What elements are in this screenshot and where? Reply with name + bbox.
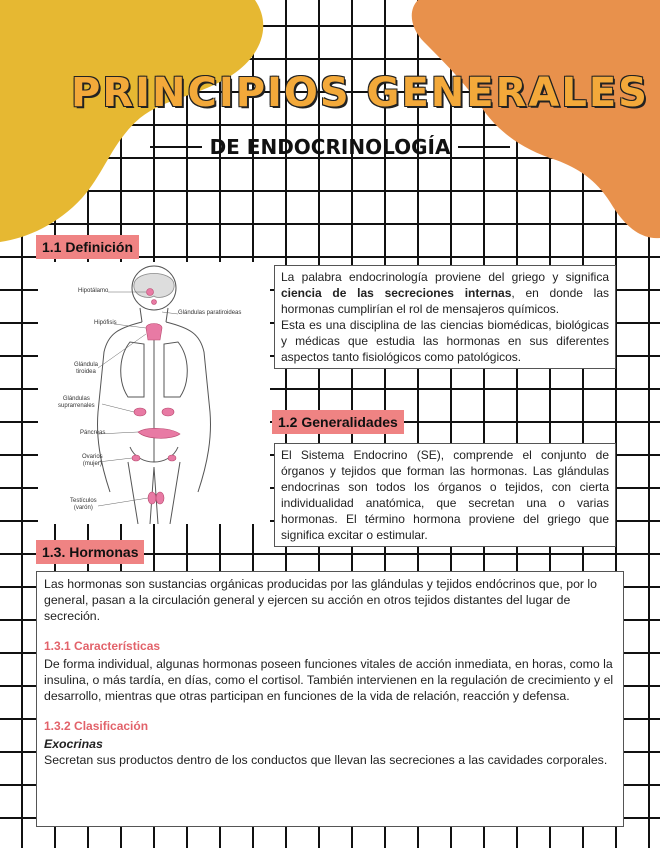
exocrinas-heading: Exocrinas — [44, 737, 103, 751]
clasificacion-heading: 1.3.2 Clasificación — [44, 719, 149, 733]
section-label-definicion: 1.1 Definición — [36, 235, 139, 259]
generalidades-paragraph: El Sistema Endocrino (SE), comprende el conjunto de órganos y tejidos que forman las hormonas. Las glándulas endocrinas son todos los órganos o tejidos, con cierta individualidad anatómica, que secretan una o varias hormonas. El término hormona proviene del griego que significa excitar o estimular. — [281, 448, 609, 542]
label-hipofisis: Hipófisis — [94, 320, 117, 326]
caracteristicas-heading: 1.3.1 Características — [44, 639, 161, 653]
endocrine-system-diagram — [38, 262, 270, 524]
page-subtitle: DE ENDOCRINOLOGÍA — [209, 135, 451, 159]
section-label-generalidades: 1.2 Generalidades — [272, 410, 404, 434]
label-pancreas: Páncreas — [80, 430, 106, 436]
hormonas-intro: Las hormonas son sustancias orgánicas producidas por las glándulas y tejidos endócrinos que, por lo general, pasan a la circulación general y ejercen su acción en otros tejidos distantes del lugar de secreción. — [44, 577, 598, 623]
body-illustration — [38, 262, 270, 524]
generalidades-text-box — [274, 443, 616, 547]
page-title: PRINCIPIOS GENERALES — [71, 70, 649, 116]
exocrinas-paragraph: Secretan sus productos dentro de los conductos que llevan las secreciones a las cavidades corporales. — [44, 753, 608, 767]
label-testiculos: Testículos (varón) — [70, 498, 97, 511]
label-suprarrenales: Glándulas suprarrenales — [58, 396, 95, 409]
subtitle-line-left — [150, 146, 202, 148]
definicion-highlight: ciencia de las secreciones internas — [281, 286, 512, 300]
yellow-blob-decoration — [0, 0, 300, 250]
label-hipotalamo: Hipotálamo — [78, 288, 109, 294]
section-label-hormonas: 1.3. Hormonas — [36, 540, 144, 564]
label-tiroidea: Glándula tiroidea — [74, 362, 99, 375]
definicion-text-box — [274, 265, 616, 369]
definicion-paragraph-2: Esta es una disciplina de las ciencias biomédicas, biológicas y médicas que estudia las hormonas en sus diferentes aspectos tanto fisiológicos como patológicos. — [281, 318, 609, 364]
subtitle-line-right — [458, 146, 510, 148]
hormonas-text-box — [36, 571, 624, 827]
orange-blob-decoration — [400, 0, 660, 250]
label-paratiroideas: Glándulas paratiroideas — [178, 310, 242, 316]
page-subtitle-wrap — [150, 130, 510, 164]
caracteristicas-paragraph: De forma individual, algunas hormonas poseen funciones vitales de acción inmediata, en horas, como la insulina, o más tardía, en días, como el cortisol. También intervienen en la regulación de crecimiento y el desarrollo, mientras que otras participan en funciones de la vida de relación, reacción y defensa. — [44, 657, 614, 703]
label-ovarios: Ovarios (mujer) — [82, 454, 103, 467]
definicion-paragraph-1: La palabra endocrinología proviene del griego y significa ciencia de las secreciones internas, en donde las hormonas cumplirían el rol de mensajeros químicos. — [281, 270, 609, 316]
